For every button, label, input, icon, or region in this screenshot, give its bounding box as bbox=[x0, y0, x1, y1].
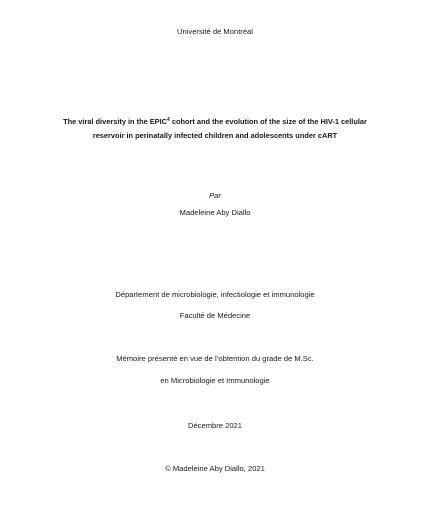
thesis-statement-line-2: en Microbiologie et Immunologie bbox=[160, 376, 270, 385]
thesis-statement-line-1: Mémoire présenté en vue de l’obtention du grade de M.Sc. bbox=[116, 354, 314, 363]
epic-superscript: 4 bbox=[167, 117, 170, 123]
thesis-title-part-1: The viral diversity in the EPIC bbox=[63, 117, 168, 126]
author-name: Madeleine Aby Diallo bbox=[179, 208, 251, 217]
copyright-notice: © Madeleine Aby Diallo, 2021 bbox=[165, 464, 265, 473]
faculty-name: Faculté de Médecine bbox=[179, 311, 251, 320]
thesis-title-part-2: cohort and the evolution of the size of the HIV-1 cellular bbox=[169, 117, 367, 126]
department-name: Département de microbiologie, infectiologie et immunologie bbox=[115, 290, 315, 299]
thesis-title-line-2: reservoir in perinatally infected children and adolescents under cART bbox=[92, 131, 338, 140]
university-name: Université de Montréal bbox=[177, 27, 253, 36]
by-label: Par bbox=[209, 191, 221, 200]
submission-date: Décembre 2021 bbox=[187, 421, 243, 430]
